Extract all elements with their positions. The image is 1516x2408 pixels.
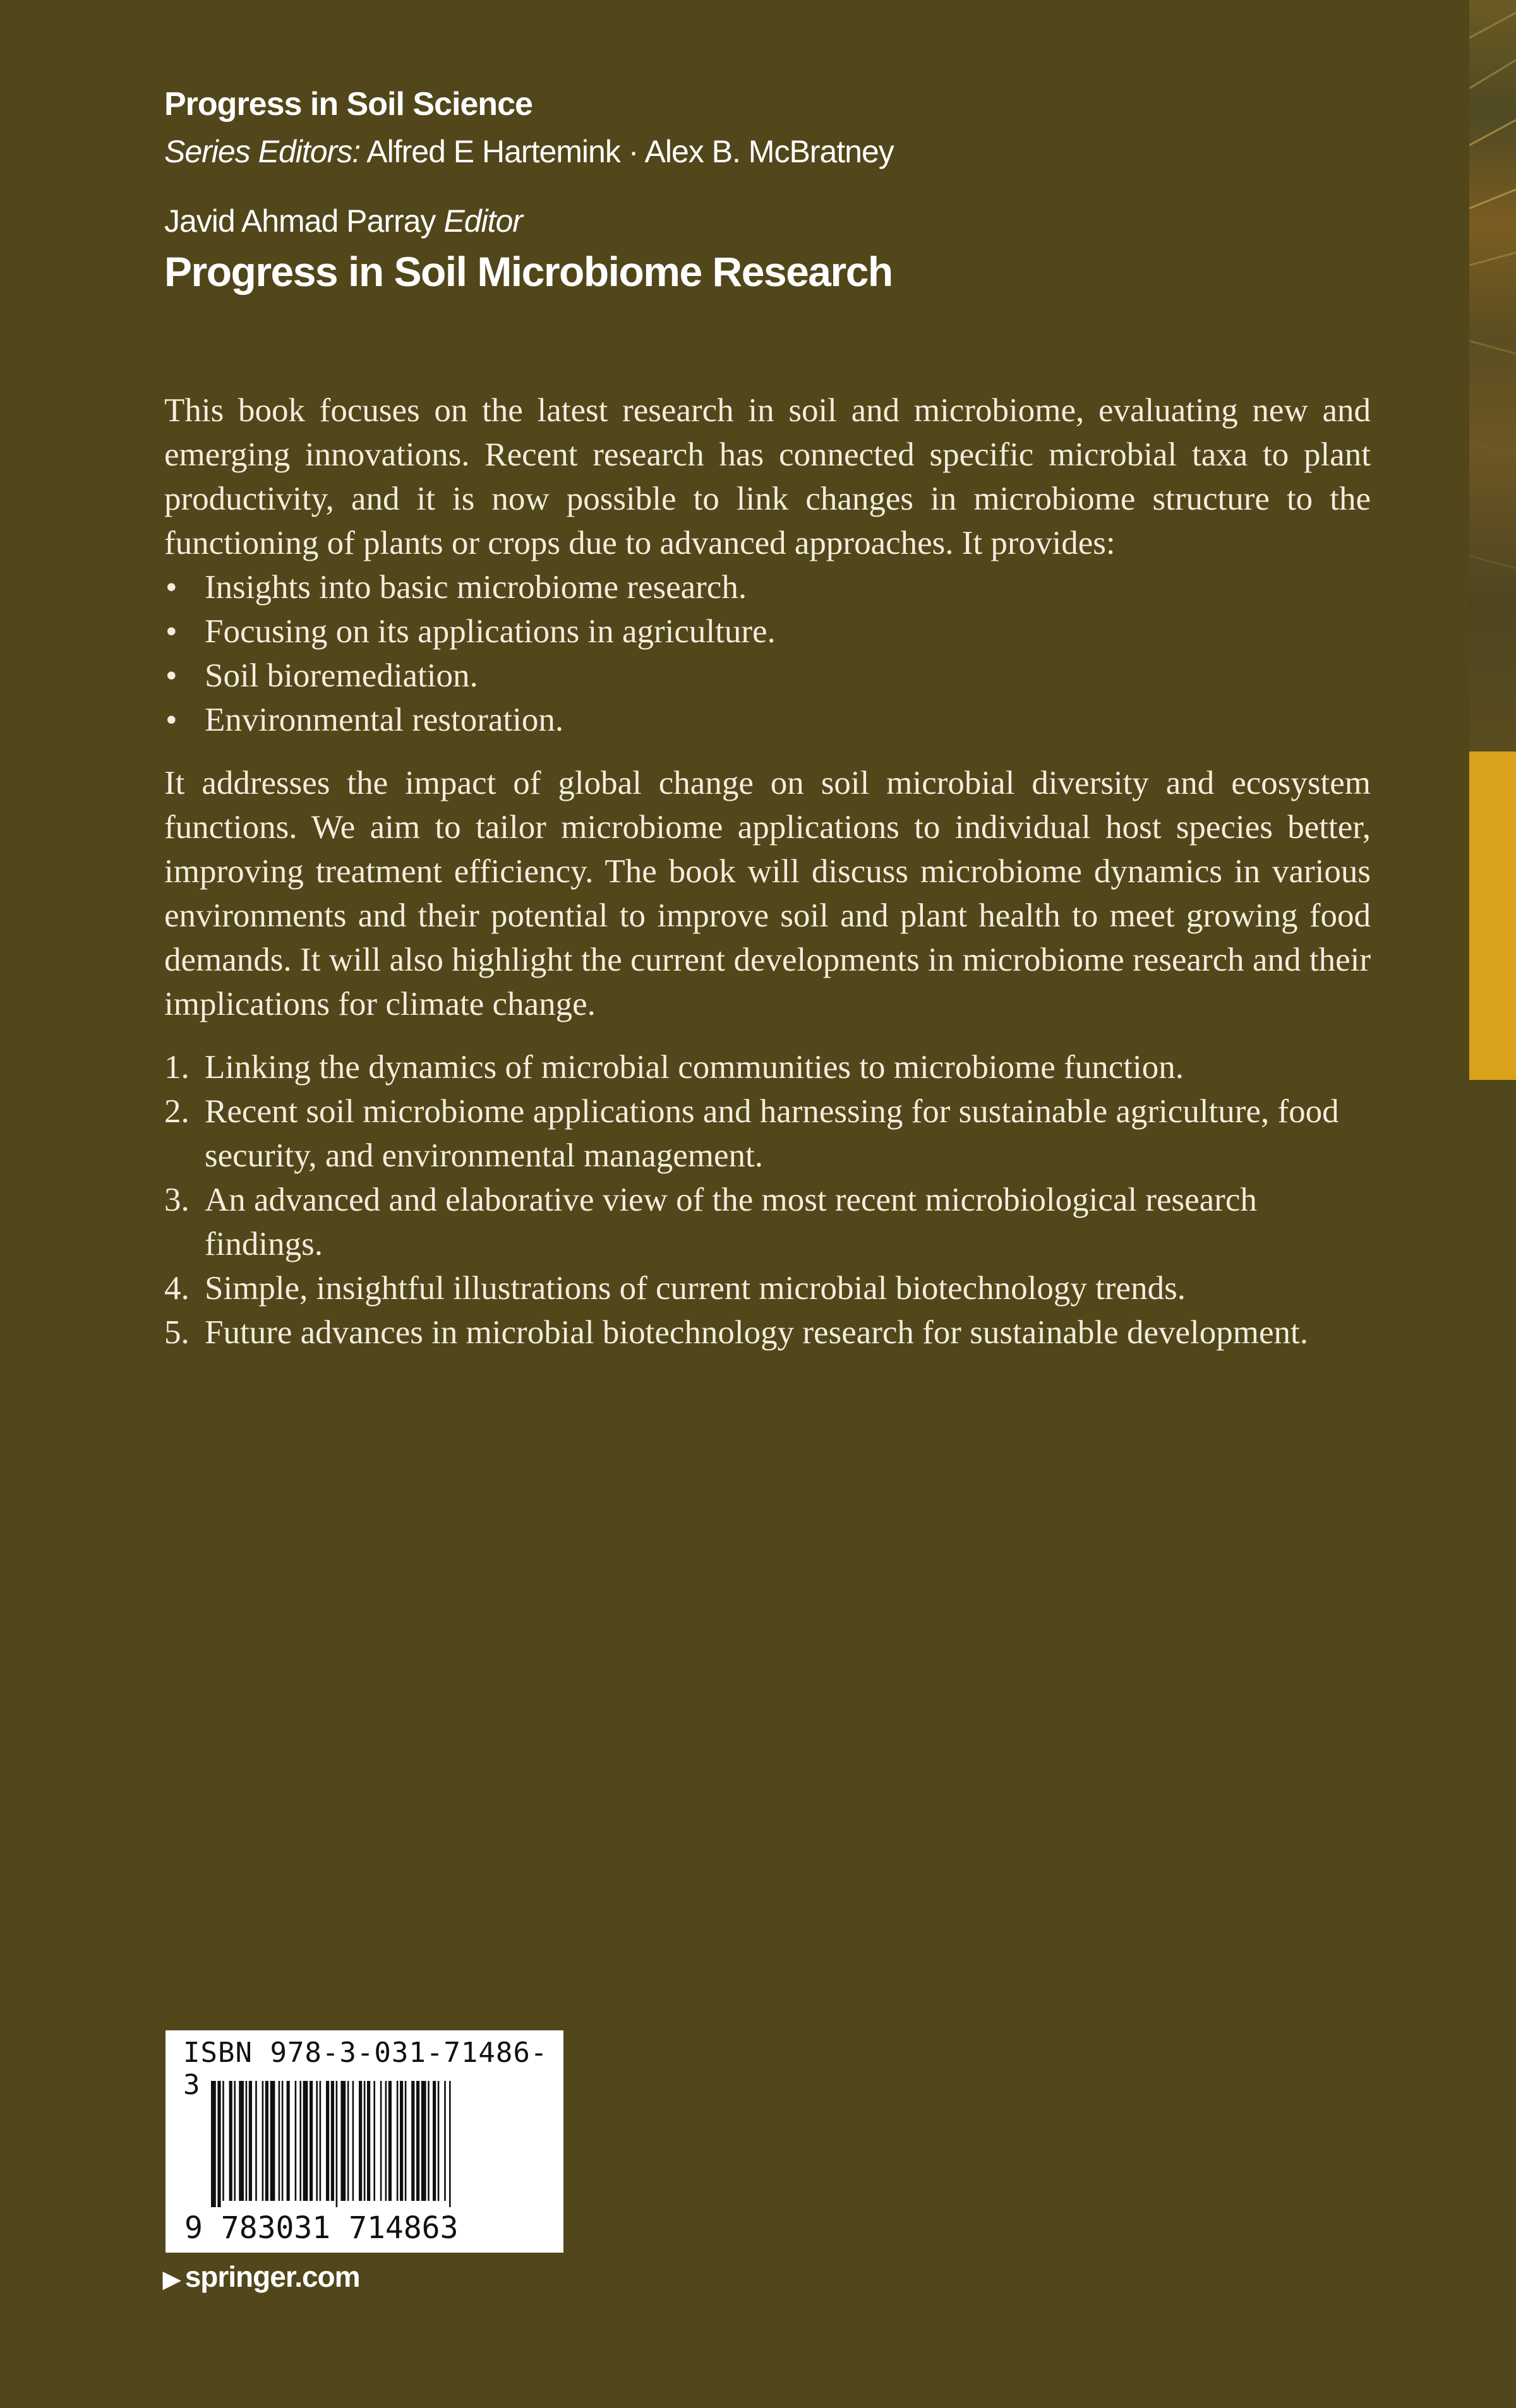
book-editor — [164, 196, 1364, 246]
series-title: Progress in Soil Science — [164, 86, 532, 123]
series-editors — [164, 126, 1364, 177]
numbered-item: 1. Linking the dynamics of microbial communities to microbiome function. — [164, 1049, 1184, 1086]
numbered-list — [164, 1045, 1371, 1355]
intro-paragraph: This book focuses on the latest research in soil and microbiome, evaluating new and emerging innovations. Recent research has connected specific microbial taxa to plant productivity, and it is now possible to link changes in microbiome structure to the functioning of plants or crops due to advanced approaches. It provides: — [164, 392, 1371, 561]
bullet-item: • Soil bioremediation. — [165, 657, 478, 694]
spine-artwork — [1469, 0, 1516, 752]
bullet-item: • Environmental restoration. — [165, 702, 564, 738]
second-paragraph: It addresses the impact of global change on soil microbial diversity and ecosystem functions. We aim to tailor microbiome applications to individual host species better, improving treatment efficiency. The book will discuss microbiome dynamics in various environments and their potential to improve soil and plant health to meet growing food demands. It will also highlight the current developments in microbiome research and their implications for climate change. — [164, 765, 1371, 1022]
numbered-item: 4. Simple, insightful illustrations of current microbial biotechnology trends. — [164, 1270, 1186, 1307]
editor-role: Editor — [443, 203, 522, 239]
publisher-link[interactable] — [163, 2260, 360, 2294]
book-title: Progress in Soil Microbiome Research — [164, 248, 893, 295]
series-editors-label: Series Editors: — [164, 134, 361, 169]
spine-gold-band — [1469, 752, 1516, 1080]
isbn-label: ISBN 978-3-031-71486-3 — [183, 2037, 548, 2101]
bullet-item: • Focusing on its applications in agriculture. — [165, 613, 776, 650]
bullet-list — [164, 565, 1371, 742]
arrow-icon: ▶ — [163, 2266, 180, 2292]
isbn-barcode-box — [165, 2030, 563, 2253]
barcode — [211, 2081, 527, 2207]
bullet-item: • Insights into basic microbiome research. — [165, 569, 747, 606]
numbered-item: 2. Recent soil microbiome applications and harnessing for sustainable agriculture, food security, and environmental management. — [164, 1093, 1339, 1174]
cover-header — [164, 82, 1364, 297]
book-description — [164, 388, 1371, 1355]
isbn-digits: 9 783031 714863 — [184, 2210, 459, 2246]
numbered-item: 3. An advanced and elaborative view of the most recent microbiological research findings. — [164, 1182, 1257, 1262]
numbered-item: 5. Future advances in microbial biotechnology research for sustainable development. — [164, 1314, 1308, 1351]
publisher-url: springer.com — [184, 2260, 360, 2293]
series-editors-names: Alfred E Hartemink · Alex B. McBratney — [366, 134, 894, 169]
editor-name: Javid Ahmad Parray — [164, 203, 436, 239]
